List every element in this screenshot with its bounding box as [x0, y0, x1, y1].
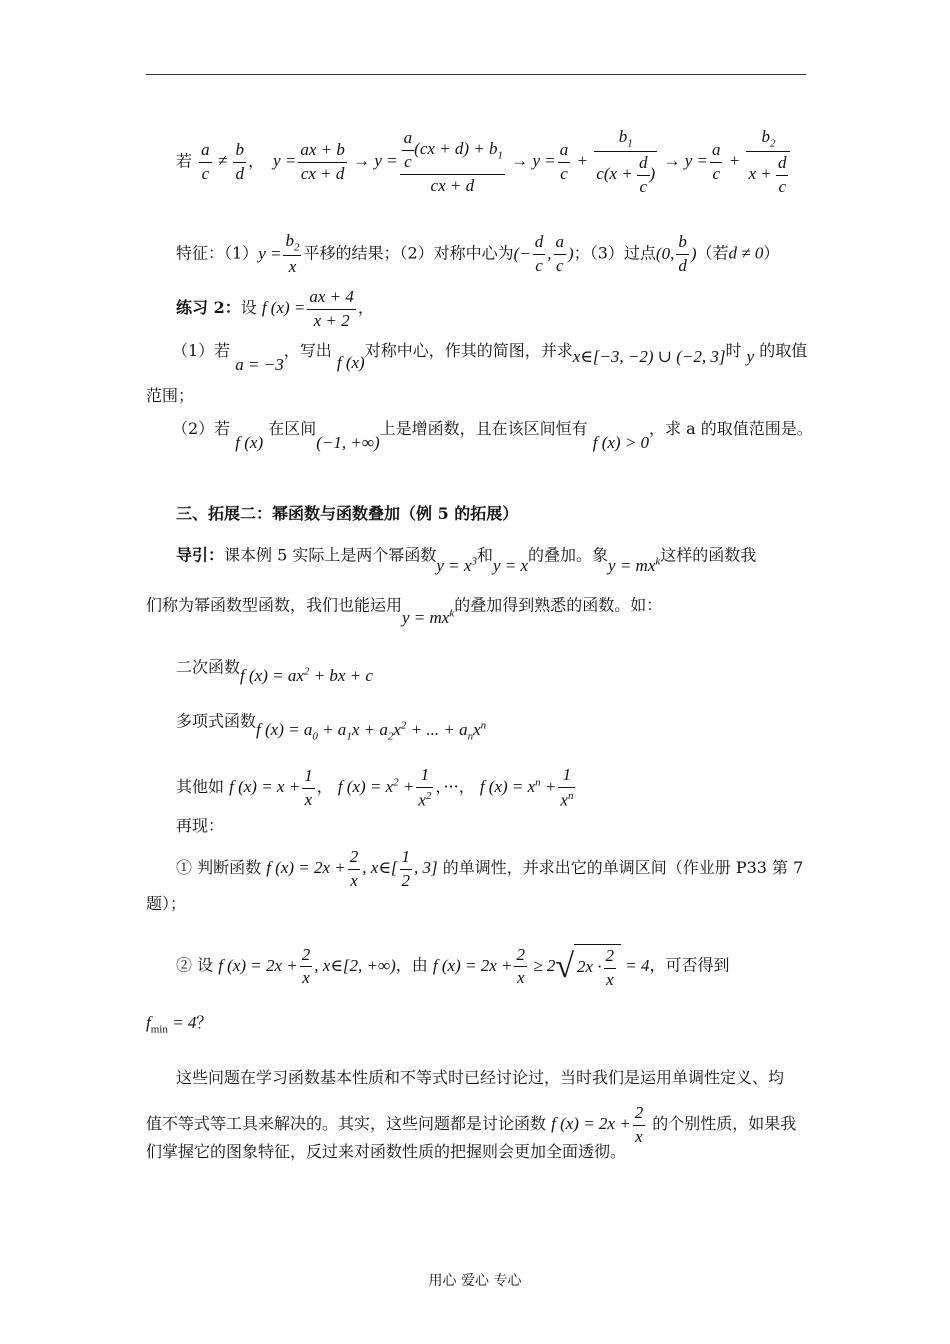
exercise-2: 练习 2：设 f (x) = $\frac{ax + 4}{x + 2}$ ， [176, 287, 374, 330]
transform-line: 若 $\frac{a}{c}$ ≠ $\frac{b}{d}$ ， y = $\frac{ax + b}{cx + d}$ → y = $\frac{a}{c}$ $(cx + d) + b_1$ cx + d → y = $\frac{a}{c}$ + $b_1$ c(x + $\frac{d}{c}$ ) → y = $\frac{a}{c}$ + $b_2$ x + $\frac{d}{c}$ [176, 128, 792, 197]
exercise-2-part-2: （2）若 f (x) 在区间(−1, +∞)上是增函数，且在该区间恒有 f (x) > 0，求 a 的取值范围是。 [172, 419, 813, 452]
closing-line-2: 值不等式等工具来解决的。其实，这些问题都是讨论函数 f (x) = 2x + $\frac{2}{x}$ 的个别性质，如果我 [146, 1103, 797, 1146]
question-2: ② 设 f (x) = 2x + $\frac{2}{x}$ , x∈[2, +∞)，由 f (x) = 2x + $\frac{2}{x}$ ≥ 2√ 2x · $\frac{2}{x}$ = 4，可否得到 [176, 944, 730, 989]
others-line: 其他如 f (x) = x + $\frac{1}{x}$ ， f $(x) = x^2$ + $\frac{1}{x^2}$ ，···， f $(x) = x^n$ + $\frac{1}{x^n}$ [176, 765, 574, 810]
intro-line-1: 导引：课本例 5 实际上是两个幂函数$y = x^3$和y = x的叠加。象$y = mx^k$这样的函数我 [176, 545, 757, 575]
feature-line: 特征：（1）y = $\frac{b_2}{x}$ 平移的结果；（2）对称中心为(− $\frac{d}{c}$ , $\frac{a}{c}$ )；（3）过点(0, $\frac{b}{d}$ )（若d ≠ 0） [176, 231, 780, 277]
question-2-cont: $f_{min} = 4$？ [146, 1013, 213, 1036]
section-title: 三、拓展二：幂函数与函数叠加（例 5 的拓展） [176, 504, 519, 523]
intro-line-2: 们称为幂函数型函数，我们也能运用$y = mx^k$的叠加得到熟悉的函数。如： [146, 595, 663, 627]
page-footer: 用心 爱心 专心 [428, 1273, 522, 1289]
again-label: 再现： [176, 816, 225, 835]
question-1: ① 判断函数 f (x) = 2x + $\frac{2}{x}$ , x∈[ $\frac{1}{2}$ , 3] 的单调性，并求出它的单调区间（作业册 P33 第 7 [176, 847, 804, 890]
question-1-cont: 题）； [146, 894, 187, 913]
header-rule [146, 74, 806, 75]
closing-line-1: 这些问题在学习函数基本性质和不等式时已经讨论过，当时我们是运用单调性定义、均 [176, 1068, 785, 1087]
exercise-2-part-1-cont: 范围； [146, 386, 195, 405]
closing-line-3: 们掌握它的图象特征，反过来对函数性质的把握则会更加全面透彻。 [146, 1142, 627, 1161]
polynomial-line: 多项式函数f $(x) = a_0 + a_1x + a_2x^2$ + ... + $a_nx^n$ [176, 711, 487, 743]
quadratic-line: 二次函数f $(x) = ax^2$ + bx + c [176, 657, 373, 685]
exercise-2-part-1: （1）若 a = −3，写出 f (x)对称中心，作其的简图，并求x∈[−3, −2) ∪ (−2, 3]时 y 的取值 [172, 341, 808, 374]
